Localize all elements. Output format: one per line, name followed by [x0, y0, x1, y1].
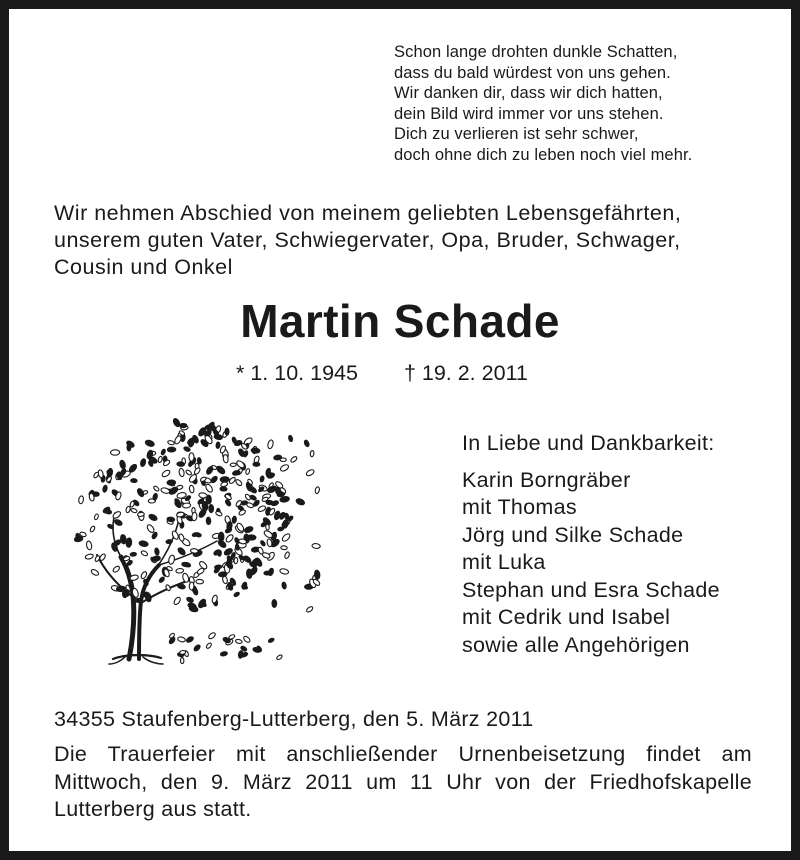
life-dates: [236, 359, 528, 387]
funeral-ceremony-info: [54, 741, 752, 824]
mourners: [462, 430, 782, 659]
ceremony-line: Lutterberg aus statt.: [54, 797, 252, 821]
tree-with-blowing-leaves-icon: [71, 407, 327, 669]
poem-line: Wir danken dir, dass wir dich hatten,: [394, 84, 663, 103]
intro-line: Wir nehmen Abschied von meinem geliebten Lebensgefährten,: [54, 201, 682, 225]
poem-line: Schon lange drohten dunkle Schatten,: [394, 43, 678, 61]
mourner-line: sowie alle Angehörigen: [462, 632, 690, 657]
mourner-line: Karin Borngräber: [462, 467, 631, 492]
birth-date: * 1. 10. 1945: [236, 361, 358, 385]
ceremony-line: Mittwoch, den 9. März 2011 um 11 Uhr von der Friedhofskapelle: [54, 769, 752, 794]
farewell-intro: [54, 200, 774, 281]
mourner-line: Stephan und Esra Schade: [462, 577, 720, 602]
poem-line: doch ohne dich zu leben noch viel mehr.: [394, 145, 693, 164]
mourner-line: mit Luka: [462, 550, 546, 574]
intro-line: unserem guten Vater, Schwiegervater, Opa, Bruder, Schwager,: [54, 228, 681, 252]
deceased-name: Martin Schade: [240, 295, 560, 347]
ceremony-line: Die Trauerfeier mit anschließender Urnenbeisetzung findet am: [54, 742, 752, 766]
poem-line: dass du bald würdest von uns gehen.: [394, 63, 671, 82]
mourner-line: Jörg und Silke Schade: [462, 522, 684, 547]
mourners-heading: In Liebe und Dankbarkeit:: [462, 431, 715, 455]
poem: [394, 42, 774, 166]
place-and-date: 34355 Staufenberg-Lutterberg, den 5. März 2011: [54, 707, 534, 731]
intro-line: Cousin und Onkel: [54, 255, 233, 279]
death-date: † 19. 2. 2011: [403, 361, 528, 385]
poem-line: Dich zu verlieren ist sehr schwer,: [394, 125, 639, 144]
poem-line: dein Bild wird immer vor uns stehen.: [394, 104, 664, 123]
mourner-line: mit Thomas: [462, 495, 577, 519]
mourner-line: mit Cedrik und Isabel: [462, 605, 671, 629]
